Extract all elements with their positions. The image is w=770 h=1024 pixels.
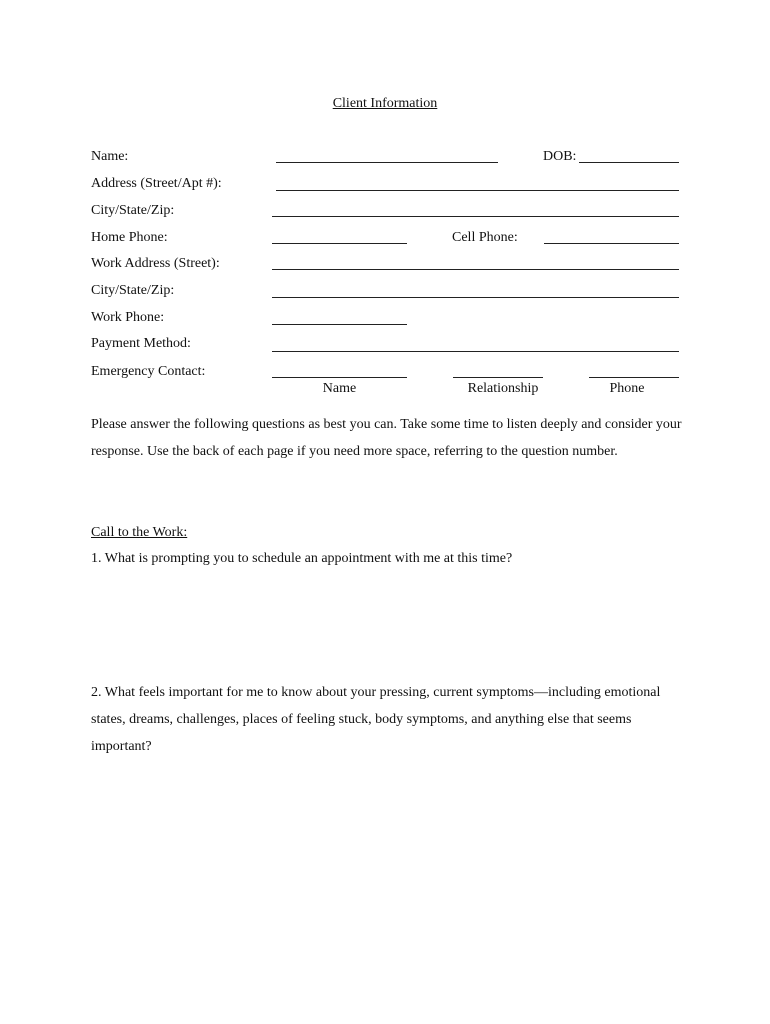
- city-state-zip-label: City/State/Zip:: [91, 203, 175, 218]
- dob-label: DOB:: [543, 149, 577, 164]
- emergency-name-field[interactable]: [272, 377, 407, 378]
- home-phone-field[interactable]: [272, 243, 407, 244]
- instructions-paragraph: Please answer the following questions as best you can. Take some time to listen deeply and consider your response. Use the back of each page if you need more space, referring to the question number.: [91, 417, 682, 459]
- emergency-name-caption: Name: [322, 381, 357, 396]
- payment-method-field[interactable]: [272, 351, 679, 352]
- emergency-relationship-field[interactable]: [453, 377, 543, 378]
- emergency-contact-label: Emergency Contact:: [91, 364, 206, 379]
- section-heading-text: Call to the Work:: [91, 525, 188, 540]
- work-city-state-zip-label: City/State/Zip:: [91, 283, 175, 298]
- question-2: 2. What feels important for me to know about your pressing, current symptoms—including emotional states, dreams, challenges, places of feeling stuck, body symptoms, and anything else that seems important?: [91, 685, 661, 754]
- work-city-state-zip-field[interactable]: [272, 297, 679, 298]
- question-1: 1. What is prompting you to schedule an appointment with me at this time?: [91, 551, 513, 566]
- page-title: [0, 96, 770, 112]
- work-phone-label: Work Phone:: [91, 310, 165, 325]
- work-phone-field[interactable]: [272, 324, 407, 325]
- name-label: Name:: [91, 149, 129, 164]
- name-field[interactable]: [276, 162, 498, 163]
- home-phone-label: Home Phone:: [91, 230, 168, 245]
- work-address-label: Work Address (Street):: [91, 256, 220, 271]
- cell-phone-field[interactable]: [544, 243, 679, 244]
- page-title-text: Client Information: [332, 96, 438, 111]
- emergency-phone-caption: Phone: [609, 381, 645, 396]
- emergency-relationship-caption: Relationship: [467, 381, 539, 396]
- emergency-phone-field[interactable]: [589, 377, 679, 378]
- cell-phone-label: Cell Phone:: [452, 230, 518, 245]
- address-label: Address (Street/Apt #):: [91, 176, 222, 191]
- section-heading: [91, 525, 187, 541]
- address-field[interactable]: [276, 190, 679, 191]
- work-address-field[interactable]: [272, 269, 679, 270]
- payment-method-label: Payment Method:: [91, 336, 191, 351]
- city-state-zip-field[interactable]: [272, 216, 679, 217]
- dob-field[interactable]: [579, 162, 679, 163]
